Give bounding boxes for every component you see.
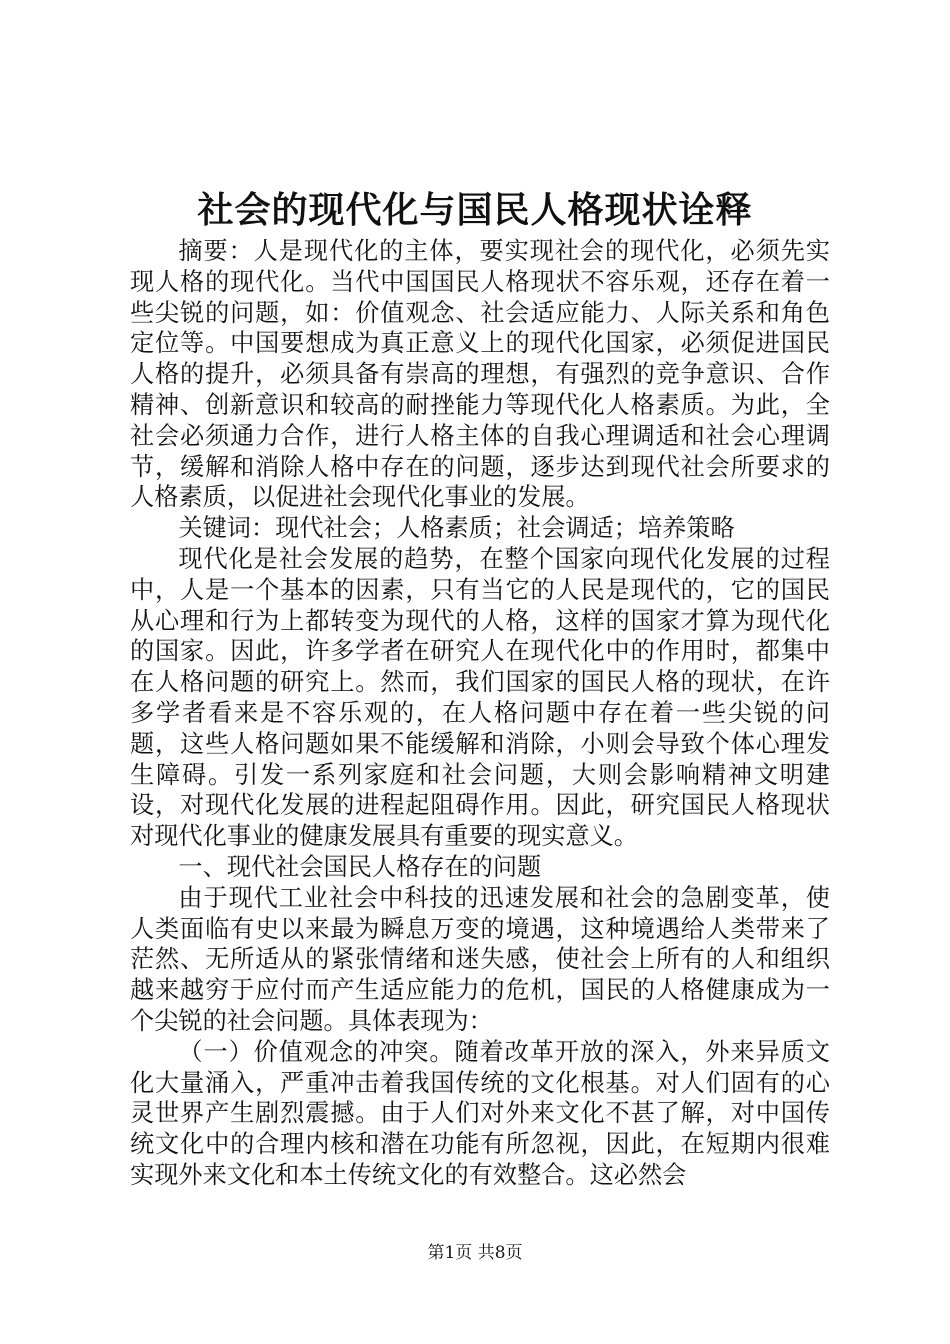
section-paragraph: 由于现代工业社会中科技的迅速发展和社会的急剧变革，使人类面临有史以来最为瞬息万变的境遇，这种境遇给人类带来了茫然、无所适从的紧张情绪和迷失感，使社会上所有的人和组织越来越穷于应付而产生适应能力的危机，国民的人格健康成为一个尖锐的社会问题。具体表现为： <box>130 883 830 1035</box>
intro-paragraph: 现代化是社会发展的趋势，在整个国家向现代化发展的过程中，人是一个基本的因素，只有当它的人民是现代的，它的国民从心理和行为上都转变为现代的人格，这样的国家才算为现代化的国家。因此，许多学者在研究人在现代化中的作用时，都集中在人格问题的研究上。然而，我们国家的国民人格的现状，在许多学者看来是不容乐观的，在人格问题中存在着一些尖锐的问题，这些人格问题如果不能缓解和消除，小则会导致个体心理发生障碍。引发一系列家庭和社会问题，大则会影响精神文明建设，对现代化发展的进程起阻碍作用。因此，研究国民人格现状对现代化事业的健康发展具有重要的现实意义。 <box>130 544 830 851</box>
keywords-paragraph: 关键词：现代社会；人格素质；社会调适；培养策略 <box>178 514 735 543</box>
subsection-paragraph: （一）价值观念的冲突。随着改革开放的深入，外来异质文化大量涌入，严重冲击着我国传统的文化根基。对人们固有的心灵世界产生剧烈震撼。由于人们对外来文化不甚了解，对中国传统文化中的合理内核和潜在功能有所忽视，因此，在短期内很难实现外来文化和本土传统文化的有效整合。这必然会 <box>130 1037 830 1189</box>
abstract-paragraph: 摘要：人是现代化的主体，要实现社会的现代化，必须先实现人格的现代化。当代中国国民人格现状不容乐观，还存在着一些尖锐的问题，如：价值观念、社会适应能力、人际关系和角色定位等。中国要想成为真正意义上的现代化国家，必须促进国民人格的提升，必须具备有崇高的理想，有强烈的竞争意识、合作精神、创新意识和较高的耐挫能力等现代化人格素质。为此，全社会必须通力合作，进行人格主体的自我心理调适和社会心理调节，缓解和消除人格中存在的问题，逐步达到现代社会所要求的人格素质，以促进社会现代化事业的发展。 <box>130 237 830 512</box>
page-footer: 第1页 共8页 <box>427 1243 523 1263</box>
section-heading: 一、现代社会国民人格存在的问题 <box>178 852 542 881</box>
document-title: 社会的现代化与国民人格现状诠释 <box>197 189 753 231</box>
document-body <box>130 236 830 1191</box>
